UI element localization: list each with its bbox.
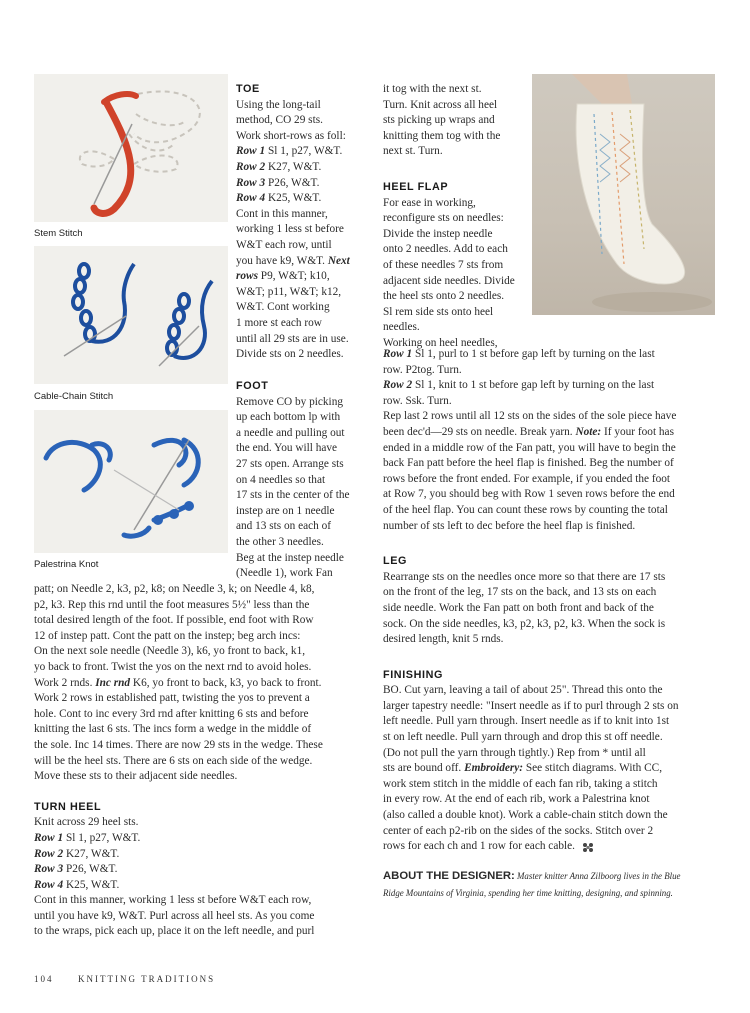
spacer — [383, 534, 718, 554]
text-line: (also called a double knot). Work a cable-chain stitch down the — [383, 809, 668, 822]
text-line — [383, 425, 718, 441]
row-instruction — [383, 347, 718, 363]
row-instruction — [34, 862, 376, 878]
text-line: On the next sole needle (Needle 3), k6, yo front to back, k1, — [34, 645, 306, 658]
text-line: sts picking up wraps and — [383, 114, 495, 127]
text-line: desired length, knit 5 rnds. — [383, 633, 504, 646]
row-instruction — [236, 269, 384, 285]
text-line: and 13 sts on each of — [236, 520, 332, 533]
text-line: number of sts left to dec before the heel flap is finished. — [383, 519, 636, 532]
text-line: adjacent side needles. Divide — [383, 274, 515, 287]
row-instruction — [236, 176, 384, 192]
magazine-name: KNITTING TRADITIONS — [78, 974, 216, 984]
text-line: rows before the front ended. For example, if you ended the foot — [383, 472, 671, 485]
text-line: until all 29 sts are in use. — [236, 332, 349, 345]
text-segment: See stitch diagrams. With CC, — [523, 762, 663, 775]
about-text: Master knitter Anna Zilboorg lives in the Blue — [514, 870, 681, 881]
text-line: reconfigure sts on needles: — [383, 212, 504, 225]
row-text: P26, W&T. — [265, 176, 320, 189]
row-text: K25, W&T. — [265, 192, 322, 205]
foot-heading: FOOT — [236, 380, 269, 392]
text-line: knitting the last 6 sts. The incs form a wedge in the middle of — [34, 723, 312, 736]
page-number: 104 — [34, 974, 54, 984]
text-line — [383, 761, 718, 777]
embroidery-label: Embroidery: — [464, 762, 524, 775]
row-label: Row 4 — [236, 192, 266, 205]
row-label: Row 1 — [236, 145, 266, 158]
text-segment: rows for each ch and 1 row for each cable. — [383, 840, 575, 853]
cable-chain-illustration — [34, 246, 228, 384]
text-line: working 1 less st before — [236, 223, 344, 236]
row-instruction — [236, 144, 384, 160]
text-line: hole. Cont to inc every 3rd rnd after knitting 6 sts and before — [34, 707, 309, 720]
text-line: 17 sts in the center of the — [236, 489, 350, 502]
row-label: Row 3 — [34, 863, 64, 876]
text-line: Knit across 29 heel sts. — [34, 816, 139, 829]
foot-wide-section — [34, 582, 376, 940]
row-text: K27, W&T. — [63, 847, 120, 860]
about-designer — [383, 869, 718, 885]
text-segment: If your foot has — [601, 425, 674, 438]
text-line — [34, 676, 376, 692]
text-line: sock. On the side needles, k3, p2, k3, p2, k3. When the sock is — [383, 617, 666, 630]
text-line: yo back to front. Twist the yos on the next rnd to avoid holes. — [34, 660, 312, 673]
text-line: to the wraps, pick each up, place it on the left needle, and purl — [34, 925, 315, 938]
text-line: 27 sts open. Arrange sts — [236, 457, 344, 470]
row-instruction — [383, 378, 718, 394]
heel-column-top — [383, 82, 529, 352]
text-line: the other 3 needles. — [236, 535, 324, 548]
text-line: Divide sts on 2 needles. — [236, 348, 344, 361]
text-line: ended in a middle row of the Fan patt, you will have to begin the — [383, 441, 676, 454]
text-line: (Needle 1), work Fan — [236, 567, 333, 580]
text-line: total desired length of the foot. If possible, end foot with Row — [34, 614, 314, 627]
text-line: of these needles 7 sts from — [383, 258, 504, 271]
text-line: work stem stitch in the middle of each fan rib, taking a stitch — [383, 777, 658, 790]
text-line: Using the long-tail — [236, 98, 321, 111]
spacer — [383, 648, 718, 668]
text-line: Cont in this manner, working 1 less st before W&T each row, — [34, 894, 312, 907]
row-text: Sl 1, purl to 1 st before gap left by turning on the last — [412, 348, 655, 360]
text-line: larger tapestry needle: "Insert needle as if to purl through 2 sts on — [383, 699, 679, 712]
heel-flap-heading: HEEL FLAP — [383, 180, 449, 193]
text-line — [236, 254, 384, 270]
text-line: Remove CO by picking — [236, 395, 343, 408]
text-line: 12 of instep patt. Cont the patt on the instep; beg arch incs: — [34, 629, 301, 642]
text-line: Cont in this manner, — [236, 207, 328, 220]
row-instruction — [34, 847, 376, 863]
text-line: at Row 7, you should beg with Row 1 seven rows before the end — [383, 488, 675, 501]
row-label: Row 1 — [34, 831, 64, 844]
text-line: the end. You will have — [236, 442, 338, 455]
text-segment: sts are bound off. — [383, 762, 465, 775]
text-line: method, CO 29 sts. — [236, 114, 323, 127]
text-line: the heel sts onto 2 needles. — [383, 290, 505, 303]
end-mark-icon — [582, 842, 594, 852]
row-text: P9, W&T; k10, — [257, 270, 330, 283]
row-label: Row 3 — [236, 176, 266, 189]
text-line: Divide the instep needle — [383, 227, 493, 240]
row-label: Row 2 — [383, 379, 413, 392]
spacer — [383, 160, 529, 180]
text-line: the sole. Inc 14 times. There are now 29 sts in the wedge. These — [34, 738, 323, 751]
text-line — [383, 839, 718, 855]
text-line: back Fan patt before the heel flap is finished. Beg the number of — [383, 457, 674, 470]
row-label: Row 1 — [383, 348, 413, 360]
text-line: Rep last 2 rows until all 12 sts on the sides of the sole piece have — [383, 410, 677, 423]
row-text: P26, W&T. — [63, 863, 118, 876]
palestrina-knot-figure — [34, 410, 228, 553]
text-line: BO. Cut yarn, leaving a tail of about 25". Thread this onto the — [383, 684, 663, 697]
text-line: 1 more st each row — [236, 316, 322, 329]
turn-heel-heading: TURN HEEL — [34, 800, 102, 813]
row-text: Sl 1, knit to 1 st before gap left by turning on the last — [412, 379, 655, 392]
text-line: a needle and pulling out — [236, 426, 345, 439]
text-line: Turn. Knit across all heel — [383, 98, 498, 111]
stem-stitch-illustration — [34, 74, 228, 222]
text-line: row. P2tog. Turn. — [383, 363, 462, 376]
text-line: W&T each row, until — [236, 238, 332, 251]
row-label: Row 4 — [34, 878, 64, 891]
figure-caption: Palestrina Knot — [34, 559, 99, 570]
row-instruction — [236, 160, 384, 176]
sock-photo-image — [532, 74, 715, 315]
text-line: Sl rem side sts onto heel — [383, 305, 494, 318]
text-segment: been dec'd—29 sts on needle. Break yarn. — [383, 425, 576, 438]
row-instruction — [236, 191, 384, 207]
text-line: up each bottom lp with — [236, 411, 341, 424]
text-segment: you have k9, W&T. — [236, 254, 325, 267]
text-line: Work short-rows as foll: — [236, 129, 346, 142]
note-label: Note: — [575, 425, 602, 438]
heel-column-wide — [383, 347, 718, 902]
text-line: Working on heel needles, — [383, 336, 498, 349]
text-line: of the heel flap. You can count these rows by counting the total — [383, 503, 668, 516]
finishing-heading: FINISHING — [383, 668, 443, 681]
text-line: Work 2 rows in established patt, twisting the yos to prevent a — [34, 692, 310, 705]
text-line: it tog with the next st. — [383, 83, 482, 95]
figure-caption: Cable-Chain Stitch — [34, 391, 114, 402]
text-line: center of each p2-rib on the sides of the socks. Stitch over 2 — [383, 824, 654, 837]
text-line: p2, k3. Rep this rnd until the foot measures 5½" less than the — [34, 598, 310, 611]
row-text: K25, W&T. — [63, 878, 120, 891]
spacer — [34, 785, 376, 800]
row-label: Inc rnd — [95, 676, 131, 689]
palestrina-knot-illustration — [34, 410, 228, 553]
text-line: For ease in working, — [383, 196, 476, 209]
leg-heading: LEG — [383, 555, 407, 568]
text-line: knitting them tog with the — [383, 129, 501, 142]
foot-section — [236, 379, 384, 582]
text-line: row. Ssk. Turn. — [383, 394, 452, 407]
text-segment: Work 2 rnds. — [34, 676, 93, 689]
text-line: side needle. Work the Fan patt on both front and back of the — [383, 601, 654, 614]
text-line: W&T. Cont working — [236, 301, 330, 314]
page-footer — [34, 974, 215, 984]
text-line: needles. — [383, 321, 420, 334]
row-label: Row 2 — [236, 160, 266, 173]
toe-section — [236, 82, 384, 363]
text-line: onto 2 needles. Add to each — [383, 243, 508, 256]
text-line: patt; on Needle 2, k3, p2, k8; on Needle 3, k; on Needle 4, k8, — [34, 583, 315, 595]
text-line: Beg at the instep needle — [236, 551, 344, 564]
sock-photo — [532, 74, 715, 315]
text-line: next st. Turn. — [383, 145, 443, 158]
text-line: Rearrange sts on the needles once more so that there are 17 sts — [383, 570, 666, 583]
row-text: Sl 1, p27, W&T. — [63, 831, 141, 844]
spacer — [383, 855, 718, 869]
row-instruction — [34, 831, 376, 847]
text-line: left needle. Pull yarn through. Insert needle as if to knit into 1st — [383, 715, 670, 728]
row-label: Next — [327, 254, 350, 267]
row-text: Sl 1, p27, W&T. — [265, 145, 343, 158]
text-line: will be the heel sts. There are 6 sts on each side of the wedge. — [34, 754, 313, 767]
text-line: instep are on 1 needle — [236, 504, 335, 517]
text-line: on 4 needles so that — [236, 473, 326, 486]
text-line: in every row. At the end of each rib, work a Palestrina knot — [383, 793, 650, 806]
text-line: (Do not pull the yarn through tightly.) Rep from * until all — [383, 746, 646, 759]
text-line: on the front of the leg, 17 sts on the back, and 13 sts on each — [383, 586, 657, 599]
text-line: st on left needle. Pull yarn through and drop this st off needle. — [383, 731, 663, 744]
figure-caption: Stem Stitch — [34, 228, 83, 239]
about-text: Ridge Mountains of Virginia, spending her time knitting, designing, and spinning. — [383, 888, 673, 899]
text-line: until you have k9, W&T. Purl across all heel sts. As you come — [34, 909, 315, 922]
toe-heading: TOE — [236, 83, 260, 95]
cable-chain-figure — [34, 246, 228, 384]
about-heading: ABOUT THE DESIGNER: — [383, 869, 515, 882]
text-line: Move these sts to their adjacent side needles. — [34, 770, 238, 783]
text-line: W&T; p11, W&T; k12, — [236, 285, 342, 298]
row-label: Row 2 — [34, 847, 64, 860]
row-label: rows — [236, 270, 258, 283]
row-instruction — [34, 878, 376, 894]
stem-stitch-figure — [34, 74, 228, 222]
row-text: K6, yo front to back, k3, yo back to front. — [130, 676, 322, 689]
row-text: K27, W&T. — [265, 160, 322, 173]
